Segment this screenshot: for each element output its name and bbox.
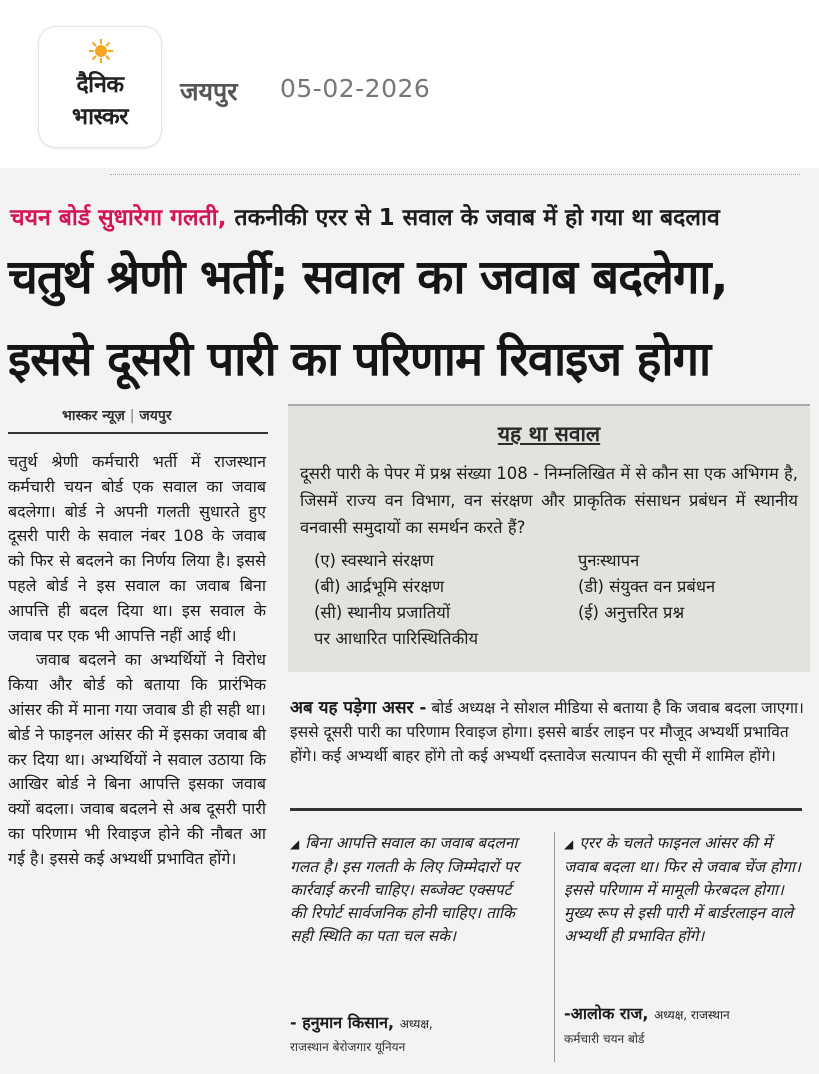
quote-2-role: अध्यक्ष, राजस्थान (654, 1008, 730, 1022)
option-c-line-1: (सी) स्थानीय प्रजातियों (314, 603, 451, 622)
option-d: (डी) संयुक्त वन प्रबंधन (578, 577, 716, 596)
kicker-highlight: चयन बोर्ड सुधारेगा गलती, (10, 205, 227, 231)
option-c-line-3: पुनःस्थापन (578, 551, 640, 570)
question-box (288, 404, 810, 672)
quote-2-name: -आलोक राज, (564, 1004, 649, 1023)
byline-city: जयपुर (139, 408, 172, 424)
headline-line-2: इससे दूसरी पारी का परिणाम रिवाइज होगा (8, 332, 711, 387)
logo-text-bhaskar: भास्कर (71, 104, 129, 130)
quote-1-role: अध्यक्ष, (399, 1017, 433, 1031)
quote-1-text: बिना आपत्ति सवाल का जवाब बदलना गलत है। इस गलती के लिए जिम्मेदारों पर कार्रवाई करनी चाहिए। सब्जेक्ट एक्सपर्ट की रिपोर्ट सार्वजनिक होनी चाहिए। ताकि सही स्थिति का पता चल सके। (290, 834, 519, 945)
byline: भास्कर न्यूज़ | जयपुर (62, 408, 172, 424)
impact-section (290, 696, 806, 768)
quote-divider (554, 832, 555, 1062)
question-text: दूसरी पारी के पेपर में प्रश्न संख्या 108 - निम्नलिखित में से कौन सा एक अभिगम है, जिसमें राज्य वन विभाग, वन संरक्षण और प्राकृतिक संसाधन प्रबंधन में स्थानीय वनवासी समुदायों का समर्थन करते हैं? (300, 464, 798, 537)
quote-1-org: राजस्थान बेरोजगार यूनियन (290, 1040, 406, 1054)
logo-text-dainik: दैनिक (76, 72, 124, 98)
option-c-line-2: पर आधारित पारिस्थितिकीय (314, 629, 479, 648)
quote-2 (564, 832, 804, 948)
question-box-title: यह था सवाल (497, 422, 601, 446)
quote-marker-icon: ◢ (564, 837, 574, 851)
dainik-bhaskar-logo[interactable] (38, 26, 162, 148)
option-a: (ए) स्वस्थाने संरक्षण (314, 551, 434, 570)
quote-2-text: एरर के चलते फाइनल आंसर की में जवाब बदला था। फिर से जवाब चेंज होगा। इससे परिणाम में मामूली फेरबदल होगा। मुख्य रूप से इसी पारी में बार्डरलाइन वाले अभ्यर्थी ही प्रभावित होंगे। (564, 834, 801, 945)
newspaper-clipping (0, 168, 819, 1074)
kicker-text: तकनीकी एरर से 1 सवाल के जवाब में हो गया था बदलाव (234, 205, 720, 231)
article-kicker (10, 200, 720, 232)
option-b: (बी) आर्द्रभूमि संरक्षण (314, 577, 445, 596)
headline-line-1: चतुर्थ श्रेणी भर्ती; सवाल का जवाब बदलेगा, (8, 250, 728, 305)
quote-1 (290, 832, 530, 948)
app-header (0, 0, 819, 168)
edition-date: 05-02-2026 (280, 74, 431, 103)
article-body (8, 450, 266, 872)
quote-marker-icon: ◢ (290, 837, 300, 851)
section-rule (290, 808, 802, 811)
sun-icon (89, 39, 113, 63)
body-paragraph: चतुर्थ श्रेणी कर्मचारी भर्ती में राजस्थान कर्मचारी चयन बोर्ड एक सवाल का जवाब बदलेगा। बोर्ड ने अपनी गलती सुधारते हुए दूसरी पारी के सवाल नंबर 108 के जवाब को फिर से बदलने का निर्णय लिया है। इससे पहले बोर्ड ने इस सवाल का जवाब बिना आपत्ति ही बदल दिया था। इस सवाल के जवाब पर एक भी आपत्ति नहीं आई थी। (8, 452, 266, 645)
option-e: (ई) अनुत्तरित प्रश्न (578, 603, 685, 622)
clipping-edge (110, 174, 800, 177)
column-rule (8, 432, 268, 434)
quote-2-author (564, 1002, 730, 1027)
quote-1-name: - हनुमान किसान, (290, 1013, 395, 1032)
edition-city: जयपुर (180, 77, 238, 106)
byline-source: भास्कर न्यूज़ (62, 408, 125, 424)
impact-lead: अब यह पड़ेगा असर - (290, 698, 427, 718)
quote-2-org: कर्मचारी चयन बोर्ड (564, 1032, 645, 1046)
body-paragraph: जवाब बदलने का अभ्यर्थियों ने विरोध किया और बोर्ड को बताया कि प्रारंभिक आंसर की में माना गया जवाब डी ही सही था। बोर्ड ने फाइनल आंसर की में इसका जवाब बी कर दिया था। अभ्यर्थियों ने सवाल उठाया कि आखिर बोर्ड ने बिना आपत्ति इसका जवाब क्यों बदला। जवाब बदलने से अब दूसरी पारी का परिणाम भी रिवाइज होने की नौबत आ गई है। इससे कई अभ्यर्थी प्रभावित होंगे। (8, 650, 266, 868)
quote-1-author (290, 1011, 433, 1036)
impact-text: बोर्ड अध्यक्ष ने सोशल मीडिया से बताया है कि जवाब बदला जाएगा। इससे दूसरी पारी का परिणाम रिवाइज होगा। इससे बार्डर लाइन पर मौजूद अभ्यर्थी प्रभावित होंगे। कई अभ्यर्थी बाहर होंगे तो कई अभ्यर्थी दस्तावेज सत्यापन की सूची में शामिल होंगे। (290, 699, 804, 765)
